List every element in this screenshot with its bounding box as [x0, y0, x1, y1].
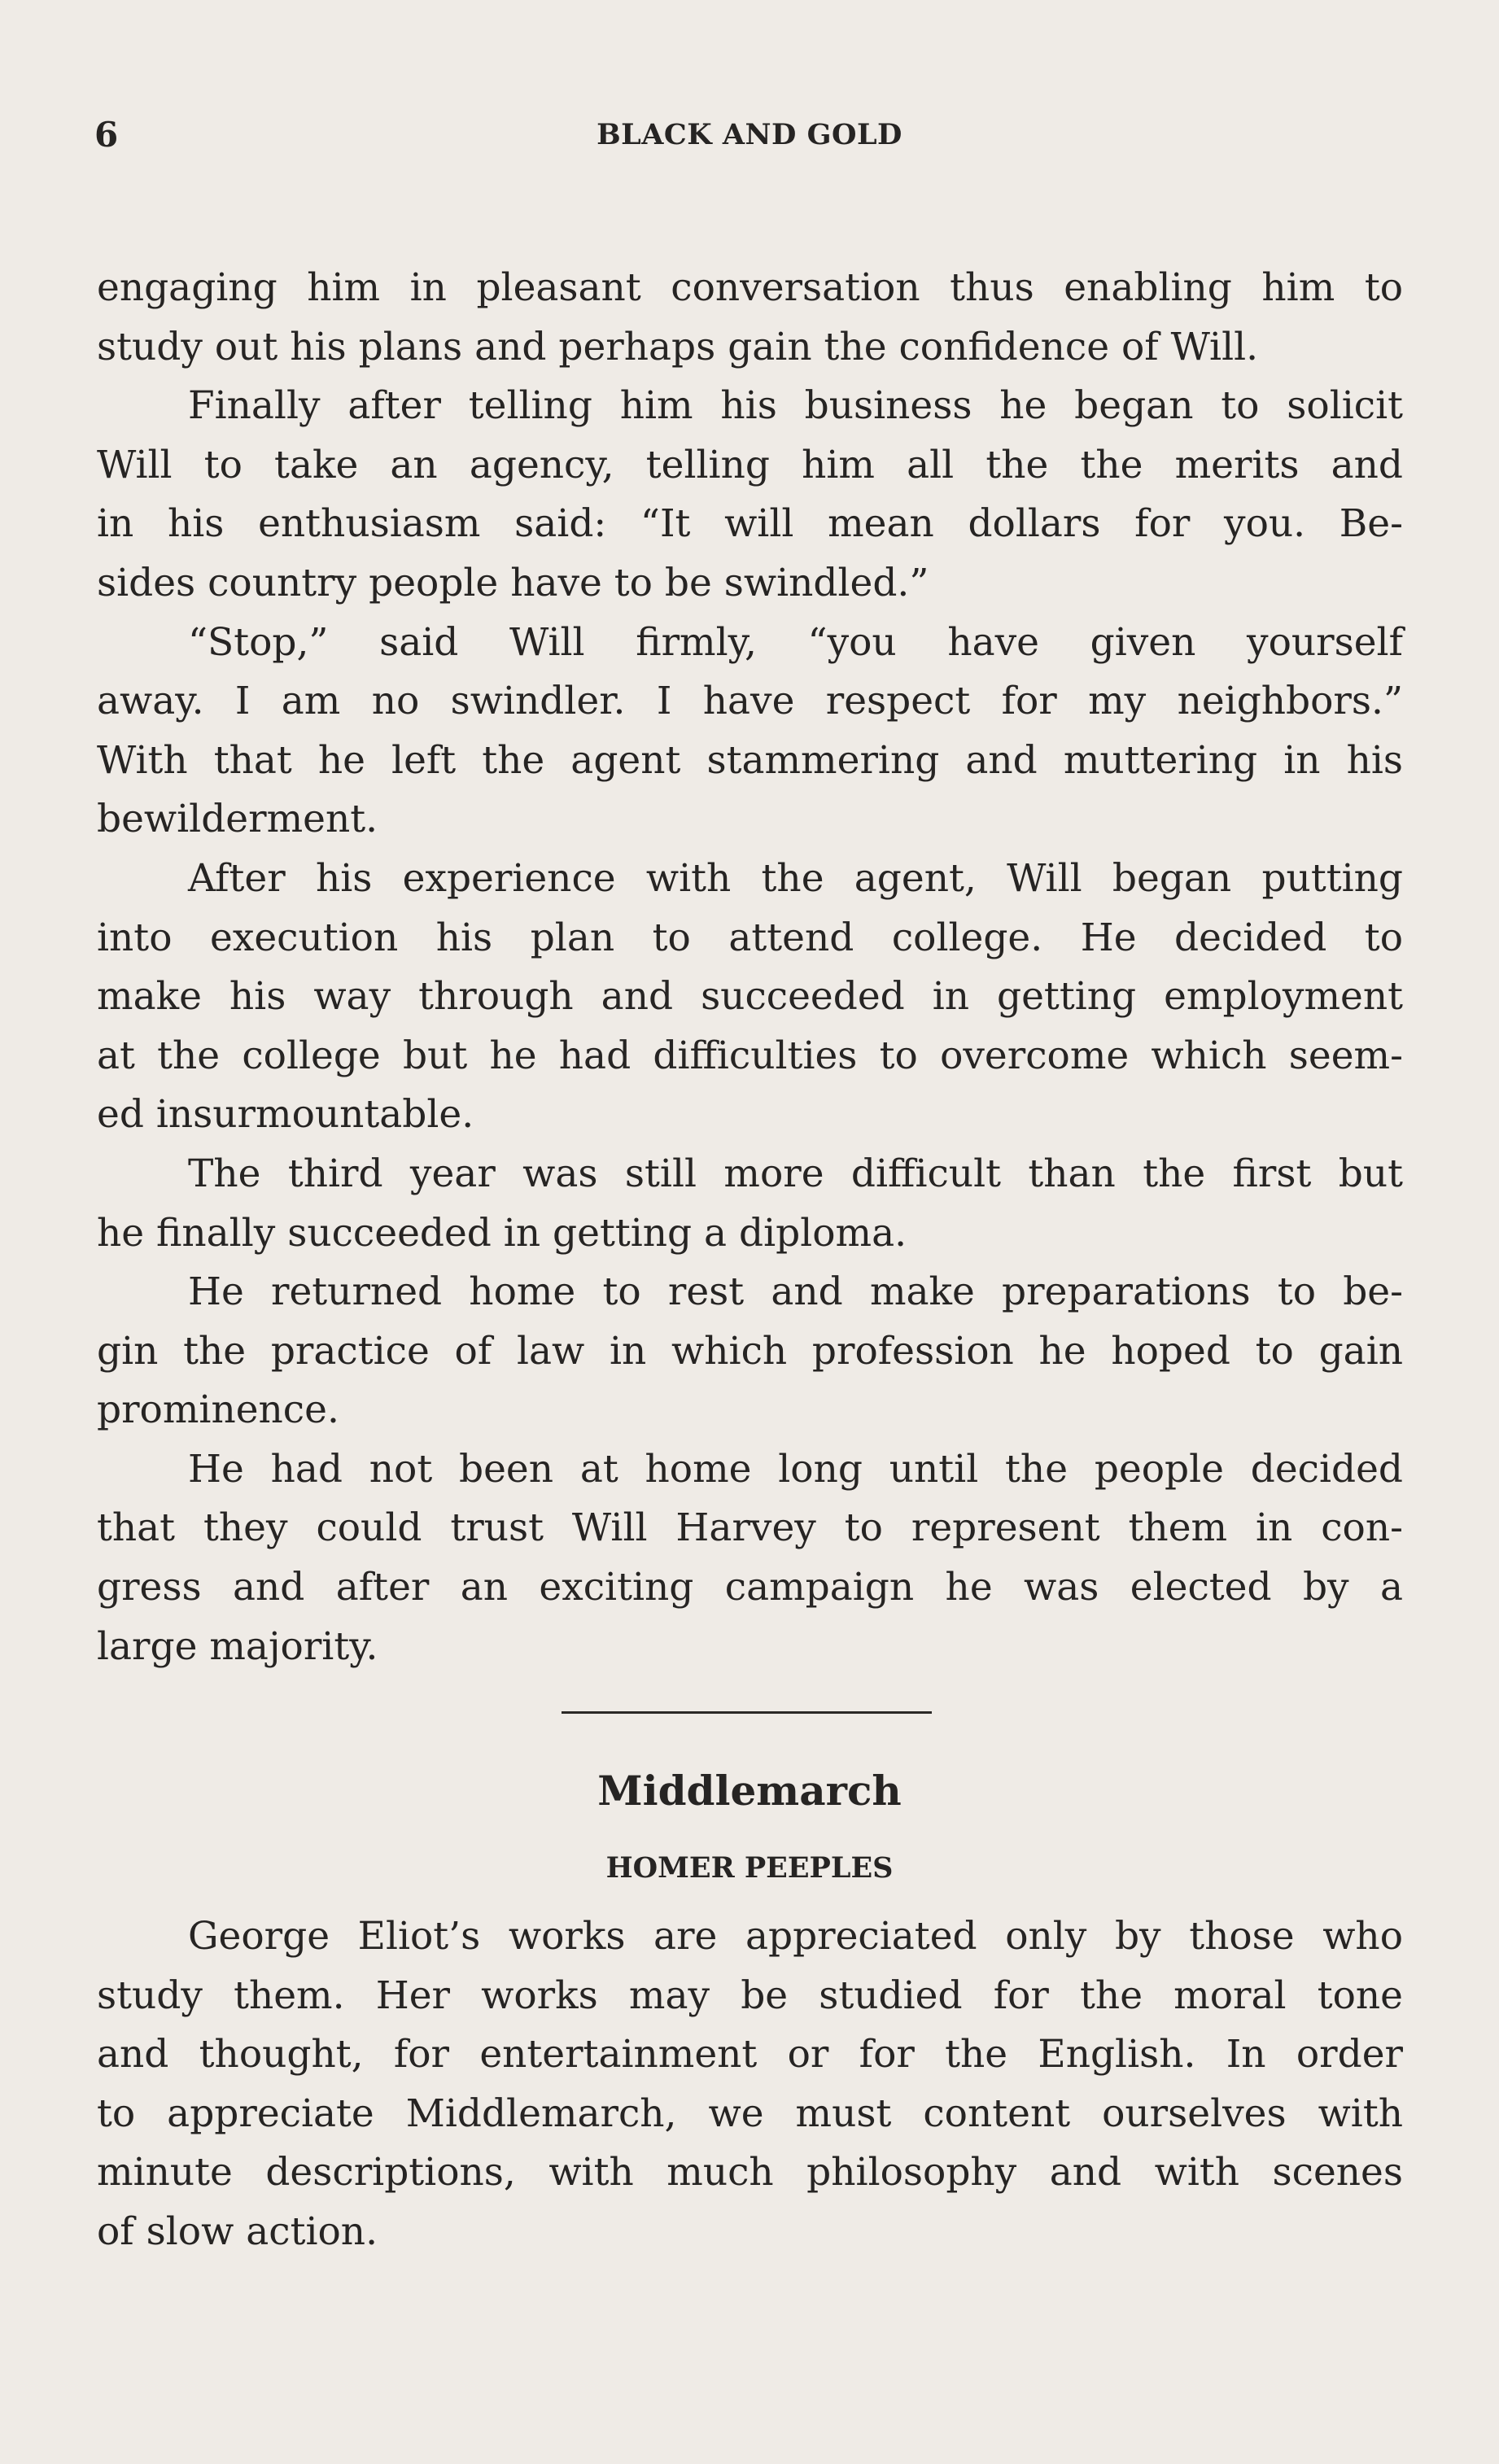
essay-author: HOMER PEEPLES [605, 1851, 894, 1885]
page-number: 6 [94, 115, 119, 155]
text-line: in his enthusiasm said: “It will mean dollars for you. Be- [97, 501, 1403, 547]
text-line: Will to take an agency, telling him all the the merits and [97, 442, 1403, 487]
essay-text [97, 1907, 1403, 2262]
text-line: With that he left the agent stammering and muttering in his [97, 737, 1403, 783]
essay-title: Middlemarch [597, 1767, 902, 1815]
text-line: “Stop,” said Will firmly, “you have given yourself [188, 619, 1403, 665]
text-line: and thought, for entertainment or for the English. In order [97, 2032, 1403, 2077]
text-line: prominence. [97, 1387, 339, 1433]
text-line: he finally succeeded in getting a diploma. [97, 1210, 907, 1256]
text-line: at the college but he had difficulties to overcome which seem- [97, 1033, 1403, 1078]
text-line: to appreciate Middlemarch, we must content ourselves with [97, 2090, 1403, 2136]
text-line: that they could trust Will Harvey to represent them in con- [97, 1505, 1403, 1551]
text-line: study them. Her works may be studied for the moral tone [97, 1973, 1403, 2018]
running-head [94, 111, 1405, 159]
text-line: He returned home to rest and make preparations to be- [188, 1269, 1403, 1315]
text-line: engaging him in pleasant conversation thus enabling him to [97, 265, 1403, 310]
text-line: of slow action. [97, 2208, 378, 2254]
text-line: sides country people have to be swindled.” [97, 560, 929, 605]
text-line: The third year was still more difficult than the first but [188, 1151, 1403, 1196]
text-line: After his experience with the agent, Will began putting [188, 855, 1403, 901]
text-line: gress and after an exciting campaign he was elected by a [97, 1565, 1403, 1610]
text-line: bewilderment. [97, 797, 378, 842]
text-line: minute descriptions, with much philosophy and with scenes [97, 2150, 1403, 2195]
story-text [97, 259, 1403, 1676]
text-line: ed insurmountable. [97, 1092, 474, 1138]
text-line: into execution his plan to attend college. He decided to [97, 915, 1403, 960]
text-line: large majority. [97, 1623, 378, 1669]
journal-title: BLACK AND GOLD [597, 118, 902, 151]
text-line: He had not been at home long until the people decided [188, 1446, 1403, 1492]
section-divider [562, 1711, 932, 1714]
text-line: study out his plans and perhaps gain the confidence of Will. [97, 324, 1259, 369]
text-line: gin the practice of law in which profession he hoped to gain [97, 1328, 1403, 1374]
text-line: away. I am no swindler. I have respect for my neighbors.” [97, 679, 1403, 724]
text-line: George Eliot’s works are appreciated only by those who [188, 1914, 1403, 1959]
text-line: Finally after telling him his business he began to solicit [188, 383, 1403, 429]
text-line: make his way through and succeeded in getting employment [97, 974, 1403, 1020]
